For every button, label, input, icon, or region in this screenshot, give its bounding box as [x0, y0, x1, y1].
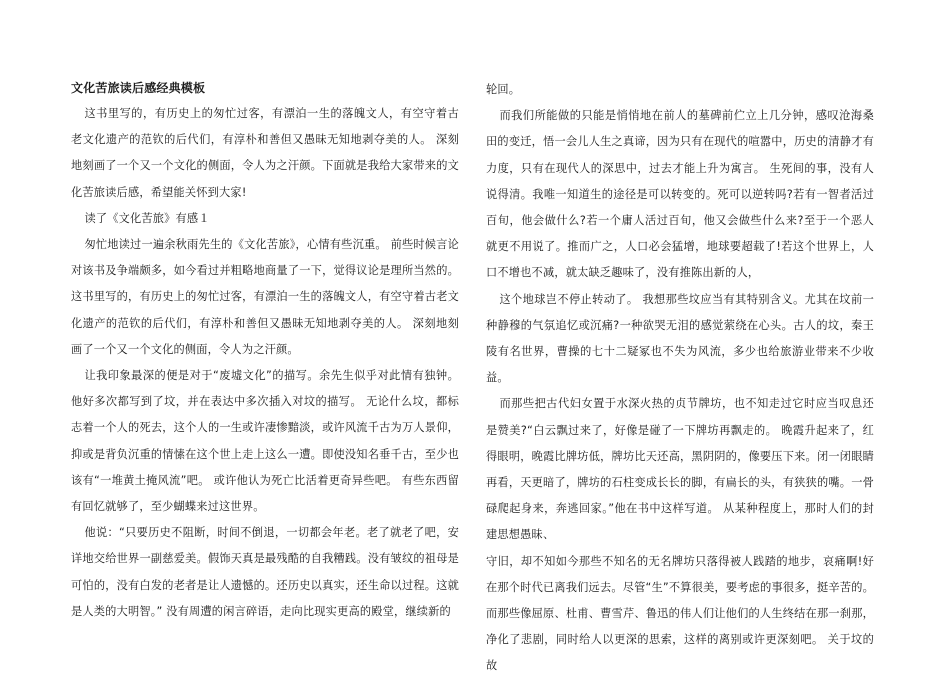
body-paragraph: 让我印象最深的便是对于“废墟文化”的描写。余先生似乎对此情有独钟。他好多次都写到了坟，并在表达中多次插入对坟的描写。 无论什么坟，都标志着一个人的死去，这个人的一生或许凄惨黯淡，或许风流千古为万人景仰，抑或是背负沉重的情愫在这个世上走上这么一遭。即使没知名垂千古，至少也该有“一堆黄土掩风流”吧。 或许他认为死亡比活着更奇异些吧。 有些东西留有回忆就够了，至少蝴蝶来过这世界。: [71, 369, 459, 514]
body-paragraph: 守旧，却不知如今那些不知名的无名牌坊只落得被人践踏的地步，哀痛啊!好在那个时代已离我们远去。尽管“生”不算很美，要考虑的事很多，挺辛苦的。而那些像屈原、杜甫、曹雪芹、鲁迅的伟人们让他们的人生终结在那一刹那，净化了悲剧，同时给人以更深的思索，这样的离别或许更深刻吧。 关于坟的故: [486, 554, 874, 673]
body-paragraph: 匆忙地读过一遍余秋雨先生的《文化苦旅》，心情有些沉重。 前些时候言论对该书及争端颇多，如今看过并粗略地商量了一下，觉得议论是理所当然的。这书里写的，有历史上的匆忙过客，有漂泊一生的落魄文人，有空守着古老文化遗产的范钦的后代们，有淳朴和善但又愚昧无知地剥夺美的人。 深刻地刻画了一个又一个文化的侧面，令人为之汗颜。: [71, 238, 459, 356]
intro-paragraph: 这书里写的，有历史上的匆忙过客，有漂泊一生的落魄文人，有空守着古老文化遗产的范钦的后代们，有淳朴和善但又愚昧无知地剥夺美的人。 深刻地刻画了一个又一个文化的侧面，令人为之汗颜。下面就是我给大家带来的文化苦旅读后感，希望能关怀到大家!: [71, 107, 459, 199]
continuation-line: 轮回。: [486, 83, 521, 96]
body-paragraph: 他说：“只要历史不阻断，时间不倒退，一切都会年老。老了就老了吧，安详地交给世界一副慈爱美。假饰天真是最残酷的自我糟践。没有皱纹的祖母是可怕的，没有白发的老者是让人遗憾的。还历史以真实，还生命以过程。这就是人类的大明智。” 没有周遭的闲言碎语，走向比现实更高的殿堂，继续新的: [71, 526, 459, 618]
body-paragraph: 这个地球岂不停止转动了。 我想那些坟应当有其特别含义。尤其在坟前一种静穆的气氛追忆或沉痛?一种欲哭无泪的感觉萦绕在心头。古人的坟，秦王陵有名世界，曹操的七十二疑冢也不失为风流，多少也给旅游业带来不少收益。: [486, 292, 874, 385]
section-heading: 读了《文化苦旅》有感１: [84, 211, 210, 225]
right-column: [486, 77, 874, 680]
body-paragraph: 而我们所能做的只能是悄悄地在前人的墓碑前伫立上几分钟，感叹沧海桑田的变迁，悟一会儿人生之真谛，因为只有在现代的喧嚣中，历史的清静才有力度，只有在现代人的深思中，过去才能上升为寓言。 生死间的事，没有人说得清。我唯一知道生的途径是可以转变的。死可以逆转吗?若有一智者活过百旬，他会做什么?若一个庸人活过百旬，他又会做些什么来?至于一个恶人就更不用说了。推而广之，人口必会猛增，地球要超载了!若这个世界上，人口不增也不减，就太缺乏趣味了，没有推陈出新的人，: [486, 109, 874, 280]
body-paragraph: 而那些把古代妇女置于水深火热的贞节牌坊，也不知走过它时应当叹息还是赞美?“白云飘过来了，好像是碰了一下牌坊再飘走的。 晚霞升起来了，红得眼明，晚霞比牌坊低，牌坊比天还高，黑阴阴的，像要压下来。闭一闭眼睛再看，天更暗了，牌坊的石柱变成长长的脚，有扁长的头，有狭狭的嘴。一骨碌爬起身来，奔逃回家。”他在书中这样写道。 从某种程度上，那时人们的封建思想愚昧、: [486, 397, 874, 542]
document-title: 文化苦旅读后感经典模板: [71, 81, 206, 95]
left-column: [71, 77, 459, 625]
